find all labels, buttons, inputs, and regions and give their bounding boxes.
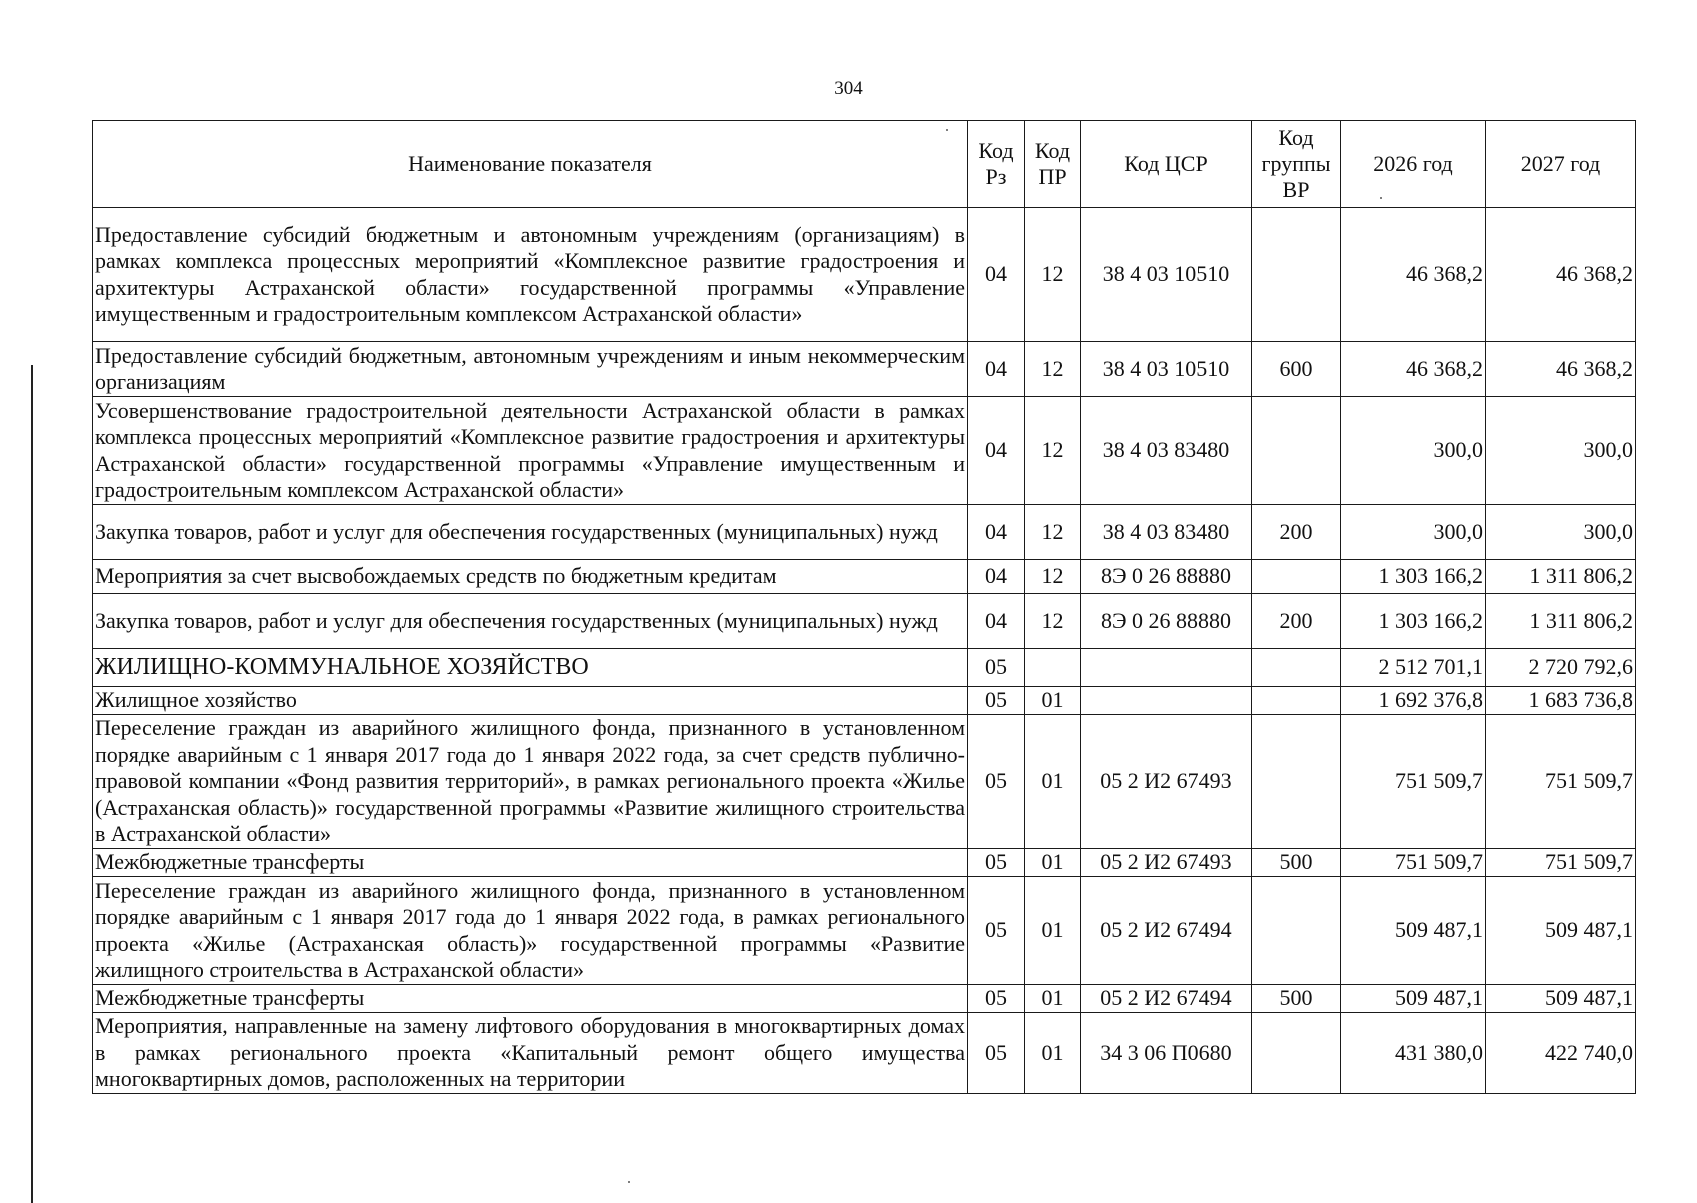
row-2027: 2 720 792,6 — [1486, 649, 1636, 687]
row-name: Мероприятия за счет высвобождаемых средств по бюджетным кредитам — [93, 560, 968, 594]
row-csr — [1081, 649, 1252, 687]
table-row — [93, 877, 1636, 985]
scan-speck — [628, 1181, 630, 1183]
row-2027: 300,0 — [1486, 505, 1636, 560]
row-2027: 1 683 736,8 — [1486, 687, 1636, 715]
row-pr: 12 — [1025, 397, 1081, 505]
row-name: Закупка товаров, работ и услуг для обеспечения государственных (муниципальных) нужд — [93, 505, 968, 560]
header-2026: 2026 год — [1341, 121, 1486, 208]
scan-margin-line — [31, 365, 33, 1203]
row-rz: 05 — [968, 877, 1025, 985]
row-vr — [1252, 687, 1341, 715]
row-2026: 46 368,2 — [1341, 342, 1486, 397]
row-vr — [1252, 715, 1341, 849]
row-rz: 05 — [968, 985, 1025, 1013]
row-name: Мероприятия, направленные на замену лифтового оборудования в многоквартирных домах в рамках регионального проекта «Капитальный ремонт общего имущества многоквартирных домов, расположенных на территории — [93, 1013, 968, 1094]
row-rz: 05 — [968, 1013, 1025, 1094]
row-rz: 04 — [968, 505, 1025, 560]
row-vr: 200 — [1252, 594, 1341, 649]
row-2027: 300,0 — [1486, 397, 1636, 505]
row-name: Переселение граждан из аварийного жилищного фонда, признанного в установленном порядке аварийным с 1 января 2017 года до 1 января 2022 года, в рамках регионального проекта «Жилье (Астраханская область)» государственной программы «Развитие жилищного строительства в Астраханской области» — [93, 877, 968, 985]
row-2026: 751 509,7 — [1341, 715, 1486, 849]
row-vr: 200 — [1252, 505, 1341, 560]
page-number: 304 — [834, 78, 863, 99]
row-pr: 12 — [1025, 208, 1081, 342]
row-name: Межбюджетные трансферты — [93, 849, 968, 877]
row-2026: 300,0 — [1341, 505, 1486, 560]
row-2027: 751 509,7 — [1486, 715, 1636, 849]
row-2026: 751 509,7 — [1341, 849, 1486, 877]
row-csr: 05 2 И2 67494 — [1081, 877, 1252, 985]
row-2026: 509 487,1 — [1341, 877, 1486, 985]
row-name: Межбюджетные трансферты — [93, 985, 968, 1013]
header-csr: Код ЦСР — [1081, 121, 1252, 208]
table-row — [93, 985, 1636, 1013]
row-vr — [1252, 397, 1341, 505]
row-pr: 01 — [1025, 715, 1081, 849]
row-2026: 46 368,2 — [1341, 208, 1486, 342]
row-pr: 01 — [1025, 687, 1081, 715]
row-csr: 05 2 И2 67494 — [1081, 985, 1252, 1013]
row-2027: 1 311 806,2 — [1486, 560, 1636, 594]
table-row — [93, 560, 1636, 594]
row-csr: 38 4 03 10510 — [1081, 342, 1252, 397]
table-header-row — [93, 121, 1636, 208]
row-csr: 05 2 И2 67493 — [1081, 715, 1252, 849]
table-row — [93, 1013, 1636, 1094]
row-2027: 1 311 806,2 — [1486, 594, 1636, 649]
row-2027: 509 487,1 — [1486, 985, 1636, 1013]
row-pr: 01 — [1025, 849, 1081, 877]
row-name: Переселение граждан из аварийного жилищного фонда, признанного в установленном порядке аварийным с 1 января 2017 года до 1 января 2022 года, за счет средств публично-правовой компании «Фонд развития территорий», в рамках регионального проекта «Жилье (Астраханская область)» государственной программы «Развитие жилищного строительства в Астраханской области» — [93, 715, 968, 849]
row-rz: 05 — [968, 687, 1025, 715]
row-rz: 05 — [968, 649, 1025, 687]
row-pr: 01 — [1025, 877, 1081, 985]
row-rz: 05 — [968, 715, 1025, 849]
row-vr: 600 — [1252, 342, 1341, 397]
row-2026: 1 303 166,2 — [1341, 560, 1486, 594]
row-rz: 04 — [968, 208, 1025, 342]
header-name: Наименование показателя — [93, 121, 968, 208]
row-2027: 422 740,0 — [1486, 1013, 1636, 1094]
row-name: Жилищное хозяйство — [93, 687, 968, 715]
row-name: Закупка товаров, работ и услуг для обеспечения государственных (муниципальных) нужд — [93, 594, 968, 649]
table-row — [93, 849, 1636, 877]
row-vr — [1252, 1013, 1341, 1094]
row-2026: 1 692 376,8 — [1341, 687, 1486, 715]
row-2027: 509 487,1 — [1486, 877, 1636, 985]
budget-table — [92, 120, 1636, 1094]
row-csr: 34 3 06 П0680 — [1081, 1013, 1252, 1094]
row-csr: 38 4 03 83480 — [1081, 397, 1252, 505]
row-2027: 46 368,2 — [1486, 208, 1636, 342]
table-row — [93, 342, 1636, 397]
row-pr: 12 — [1025, 594, 1081, 649]
row-2027: 46 368,2 — [1486, 342, 1636, 397]
header-2027: 2027 год — [1486, 121, 1636, 208]
row-2027: 751 509,7 — [1486, 849, 1636, 877]
row-vr: 500 — [1252, 985, 1341, 1013]
table-row — [93, 715, 1636, 849]
row-2026: 431 380,0 — [1341, 1013, 1486, 1094]
header-rz: Код Рз — [968, 121, 1025, 208]
row-name: Предоставление субсидий бюджетным и автономным учреждениям (организациям) в рамках комплекса процессных мероприятий «Комплексное развитие градостроения и архитектуры Астраханской области» государственной программы «Управление имущественным и градостроительным комплексом Астраханской области» — [93, 208, 968, 342]
row-pr: 01 — [1025, 1013, 1081, 1094]
row-name: Усовершенствование градостроительной деятельности Астраханской области в рамках комплекса процессных мероприятий «Комплексное развитие градостроения и архитектуры Астраханской области» государственной программы «Управление имущественным и градостроительным комплексом Астраханской области» — [93, 397, 968, 505]
row-csr: 38 4 03 83480 — [1081, 505, 1252, 560]
row-pr: 01 — [1025, 985, 1081, 1013]
row-vr — [1252, 649, 1341, 687]
row-vr: 500 — [1252, 849, 1341, 877]
row-2026: 1 303 166,2 — [1341, 594, 1486, 649]
row-rz: 04 — [968, 560, 1025, 594]
header-vr: Код группы ВР — [1252, 121, 1341, 208]
row-name: ЖИЛИЩНО-КОММУНАЛЬНОЕ ХОЗЯЙСТВО — [93, 649, 968, 687]
table-row — [93, 687, 1636, 715]
table-row — [93, 594, 1636, 649]
row-rz: 05 — [968, 849, 1025, 877]
row-csr: 05 2 И2 67493 — [1081, 849, 1252, 877]
row-vr — [1252, 208, 1341, 342]
row-vr — [1252, 877, 1341, 985]
table-row-section — [93, 649, 1636, 687]
table-row — [93, 505, 1636, 560]
row-pr: 12 — [1025, 505, 1081, 560]
row-pr — [1025, 649, 1081, 687]
row-2026: 2 512 701,1 — [1341, 649, 1486, 687]
row-pr: 12 — [1025, 560, 1081, 594]
row-rz: 04 — [968, 397, 1025, 505]
row-csr: 8Э 0 26 88880 — [1081, 594, 1252, 649]
table-row — [93, 397, 1636, 505]
table-row — [93, 208, 1636, 342]
row-csr: 38 4 03 10510 — [1081, 208, 1252, 342]
row-rz: 04 — [968, 594, 1025, 649]
row-pr: 12 — [1025, 342, 1081, 397]
row-name: Предоставление субсидий бюджетным, автономным учреждениям и иным некоммерческим организациям — [93, 342, 968, 397]
header-pr: Код ПР — [1025, 121, 1081, 208]
row-csr: 8Э 0 26 88880 — [1081, 560, 1252, 594]
row-vr — [1252, 560, 1341, 594]
row-2026: 509 487,1 — [1341, 985, 1486, 1013]
row-rz: 04 — [968, 342, 1025, 397]
row-csr — [1081, 687, 1252, 715]
row-2026: 300,0 — [1341, 397, 1486, 505]
